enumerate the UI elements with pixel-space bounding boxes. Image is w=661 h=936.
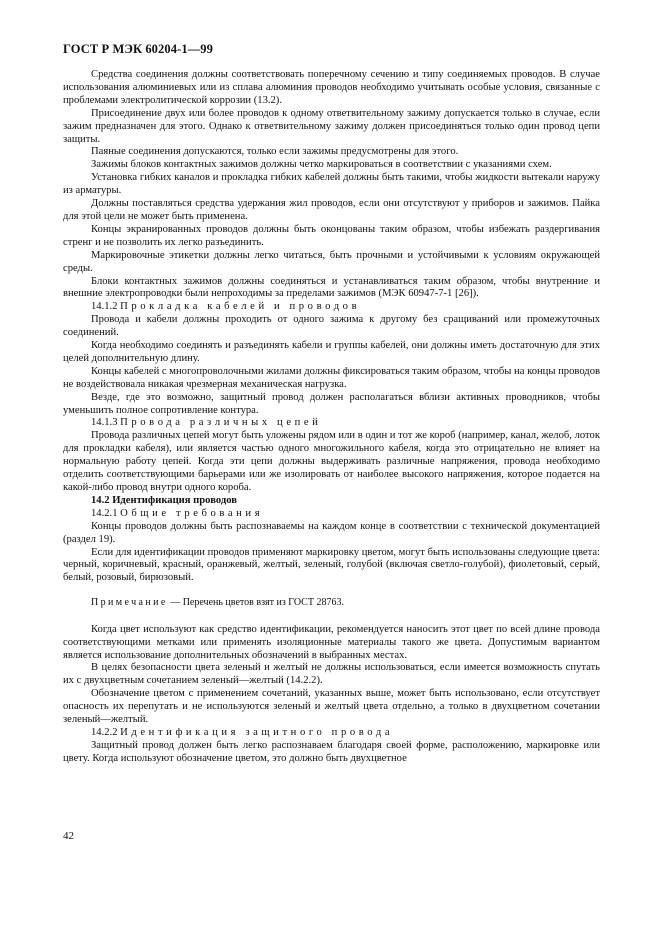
paragraph: Везде, где это возможно, защитный провод должен располагаться вблизи активных проводников, чтобы уменьшить полное сопротивление контура.	[63, 391, 600, 416]
note	[63, 597, 600, 610]
paragraph: Присоединение двух или более проводов к одному ответвительному зажиму допускается только в случае, если зажим предназначен для этого. Однако к ответвительному зажиму должен присоединяться только один провод цепи защиты.	[63, 107, 600, 145]
note-label: Примечание	[91, 597, 168, 609]
paragraph: Должны поставляться средства удержания жил проводов, если они отсутствуют у приборов и зажимов. Пайка для этой цели не может быть применена.	[63, 198, 600, 222]
section-heading-14-1-2	[63, 301, 600, 314]
section-heading-14-2: 14.2 Идентификация проводов	[91, 494, 237, 506]
paragraph: Зажимы блоков контактных зажимов должны четко маркироваться в соответствии с указаниями схем.	[91, 159, 552, 171]
document-page	[63, 42, 600, 766]
section-title: Общие требования	[120, 507, 264, 519]
section-heading-14-2-2	[63, 727, 600, 740]
section-number: 14.1.3	[91, 417, 118, 429]
section-heading-14-1-3	[63, 417, 600, 430]
section-number: 14.2.2	[91, 727, 118, 738]
paragraph: Защитный провод должен быть легко распознаваем благодаря своей форме, расположению, маркировке или цвету. Когда используют обозначение цветом, это должно быть двухцветное	[63, 739, 600, 764]
paragraph: Когда необходимо соединять и разъединять кабели и группы кабелей, они должны иметь достаточную для этих целей дополнительную длину.	[63, 340, 600, 364]
section-number: 14.1.2	[91, 301, 118, 313]
paragraph: Провода и кабели должны проходить от одного зажима к другому без сращиваний или промежуточных соединений.	[63, 314, 600, 339]
paragraph: Концы экранированных проводов должны быть оконцованы таким образом, чтобы избежать раздергивания стренг и не позволить их легко разъединить.	[63, 223, 600, 248]
page-number: 42	[63, 830, 74, 842]
note-text: — Перечень цветов взят из ГОСТ 28763.	[167, 597, 344, 609]
section-title: Прокладка кабелей и проводов	[120, 301, 361, 313]
paragraph: Концы кабелей с многопроволочными жилами должны фиксироваться таким образом, чтобы на концы проводов не воздействовала никакая чрезмерная механическая нагрузка.	[63, 365, 600, 390]
paragraph: Средства соединения должны соответствовать поперечному сечению и типу соединяемых проводов. В случае использования алюминиевых или из сплава алюминия проводов необходимо учитывать особые условия, связанные с проблемами электролитической коррозии (13.2).	[63, 69, 600, 106]
section-title: Идентификация защитного провода	[120, 727, 394, 738]
paragraph: В целях безопасности цвета зеленый и желтый не должны использоваться, если имеется возможность спутать их с двухцветным сочетанием зеленый—желтый (14.2.2).	[63, 662, 600, 687]
paragraph: Установка гибких каналов и прокладка гибких кабелей должны быть такими, чтобы жидкости вытекали наружу из арматуры.	[63, 172, 600, 197]
paragraph: Провода различных цепей могут быть уложены рядом или в один и тот же короб (например, канал, желоб, лоток для прокладки кабеля), или является частью одного многожильного кабеля, когда это отрицательно не влияет на нормальную работу цепей. Когда эти цепи должны выдерживать различные напряжения, провода необходимо отделить соответствующими барьерами или же изолировать от наиболее высокого напряжения, которое подается на какой-либо провод внутри одного короба.	[63, 430, 600, 493]
paragraph: Концы проводов должны быть распознаваемы на каждом конце в соответствии с технической документацией (раздел 19).	[63, 520, 600, 545]
document-header: ГОСТ Р МЭК 60204-1—99	[63, 42, 213, 56]
section-heading-14-2-1	[63, 508, 600, 521]
paragraph: Если для идентификации проводов применяют маркировку цветом, могут быть использованы следующие цвета: черный, коричневый, красный, оранжевый, желтый, зеленый, голубой (включая светло-голубой), фиолетовый, серый, белый, розовый, бирюзовый.	[63, 546, 600, 584]
section-title: Провода различных цепей	[120, 417, 322, 429]
paragraph: Обозначение цветом с применением сочетаний, указанных выше, может быть использовано, если отсутствует опасность их перепутать и не используются зеленый и желтый цвета отдельно, а только в двухцветном сочетании зеленый—желтый.	[63, 688, 600, 726]
paragraph: Когда цвет используют как средство идентификации, рекомендуется наносить этот цвет по всей длине провода соответствующими метками или применять изоляционные материалы такого же цвета. Допустимым вариантом является использование дополнительных обозначений в выбранных местах.	[63, 623, 600, 661]
paragraph: Паяные соединения допускаются, только если зажимы предусмотрены для этого.	[91, 146, 459, 158]
paragraph: Блоки контактных зажимов должны соединяться и устанавливаться таким образом, чтобы внутренние и внешние электропроводки были непроходимы за пределами зажимов (МЭК 60947-7-1 [26]).	[63, 275, 600, 300]
section-number: 14.2.1	[91, 507, 118, 519]
paragraph: Маркировочные этикетки должны легко читаться, быть прочными и устойчивыми к условиям окружающей среды.	[63, 249, 600, 274]
